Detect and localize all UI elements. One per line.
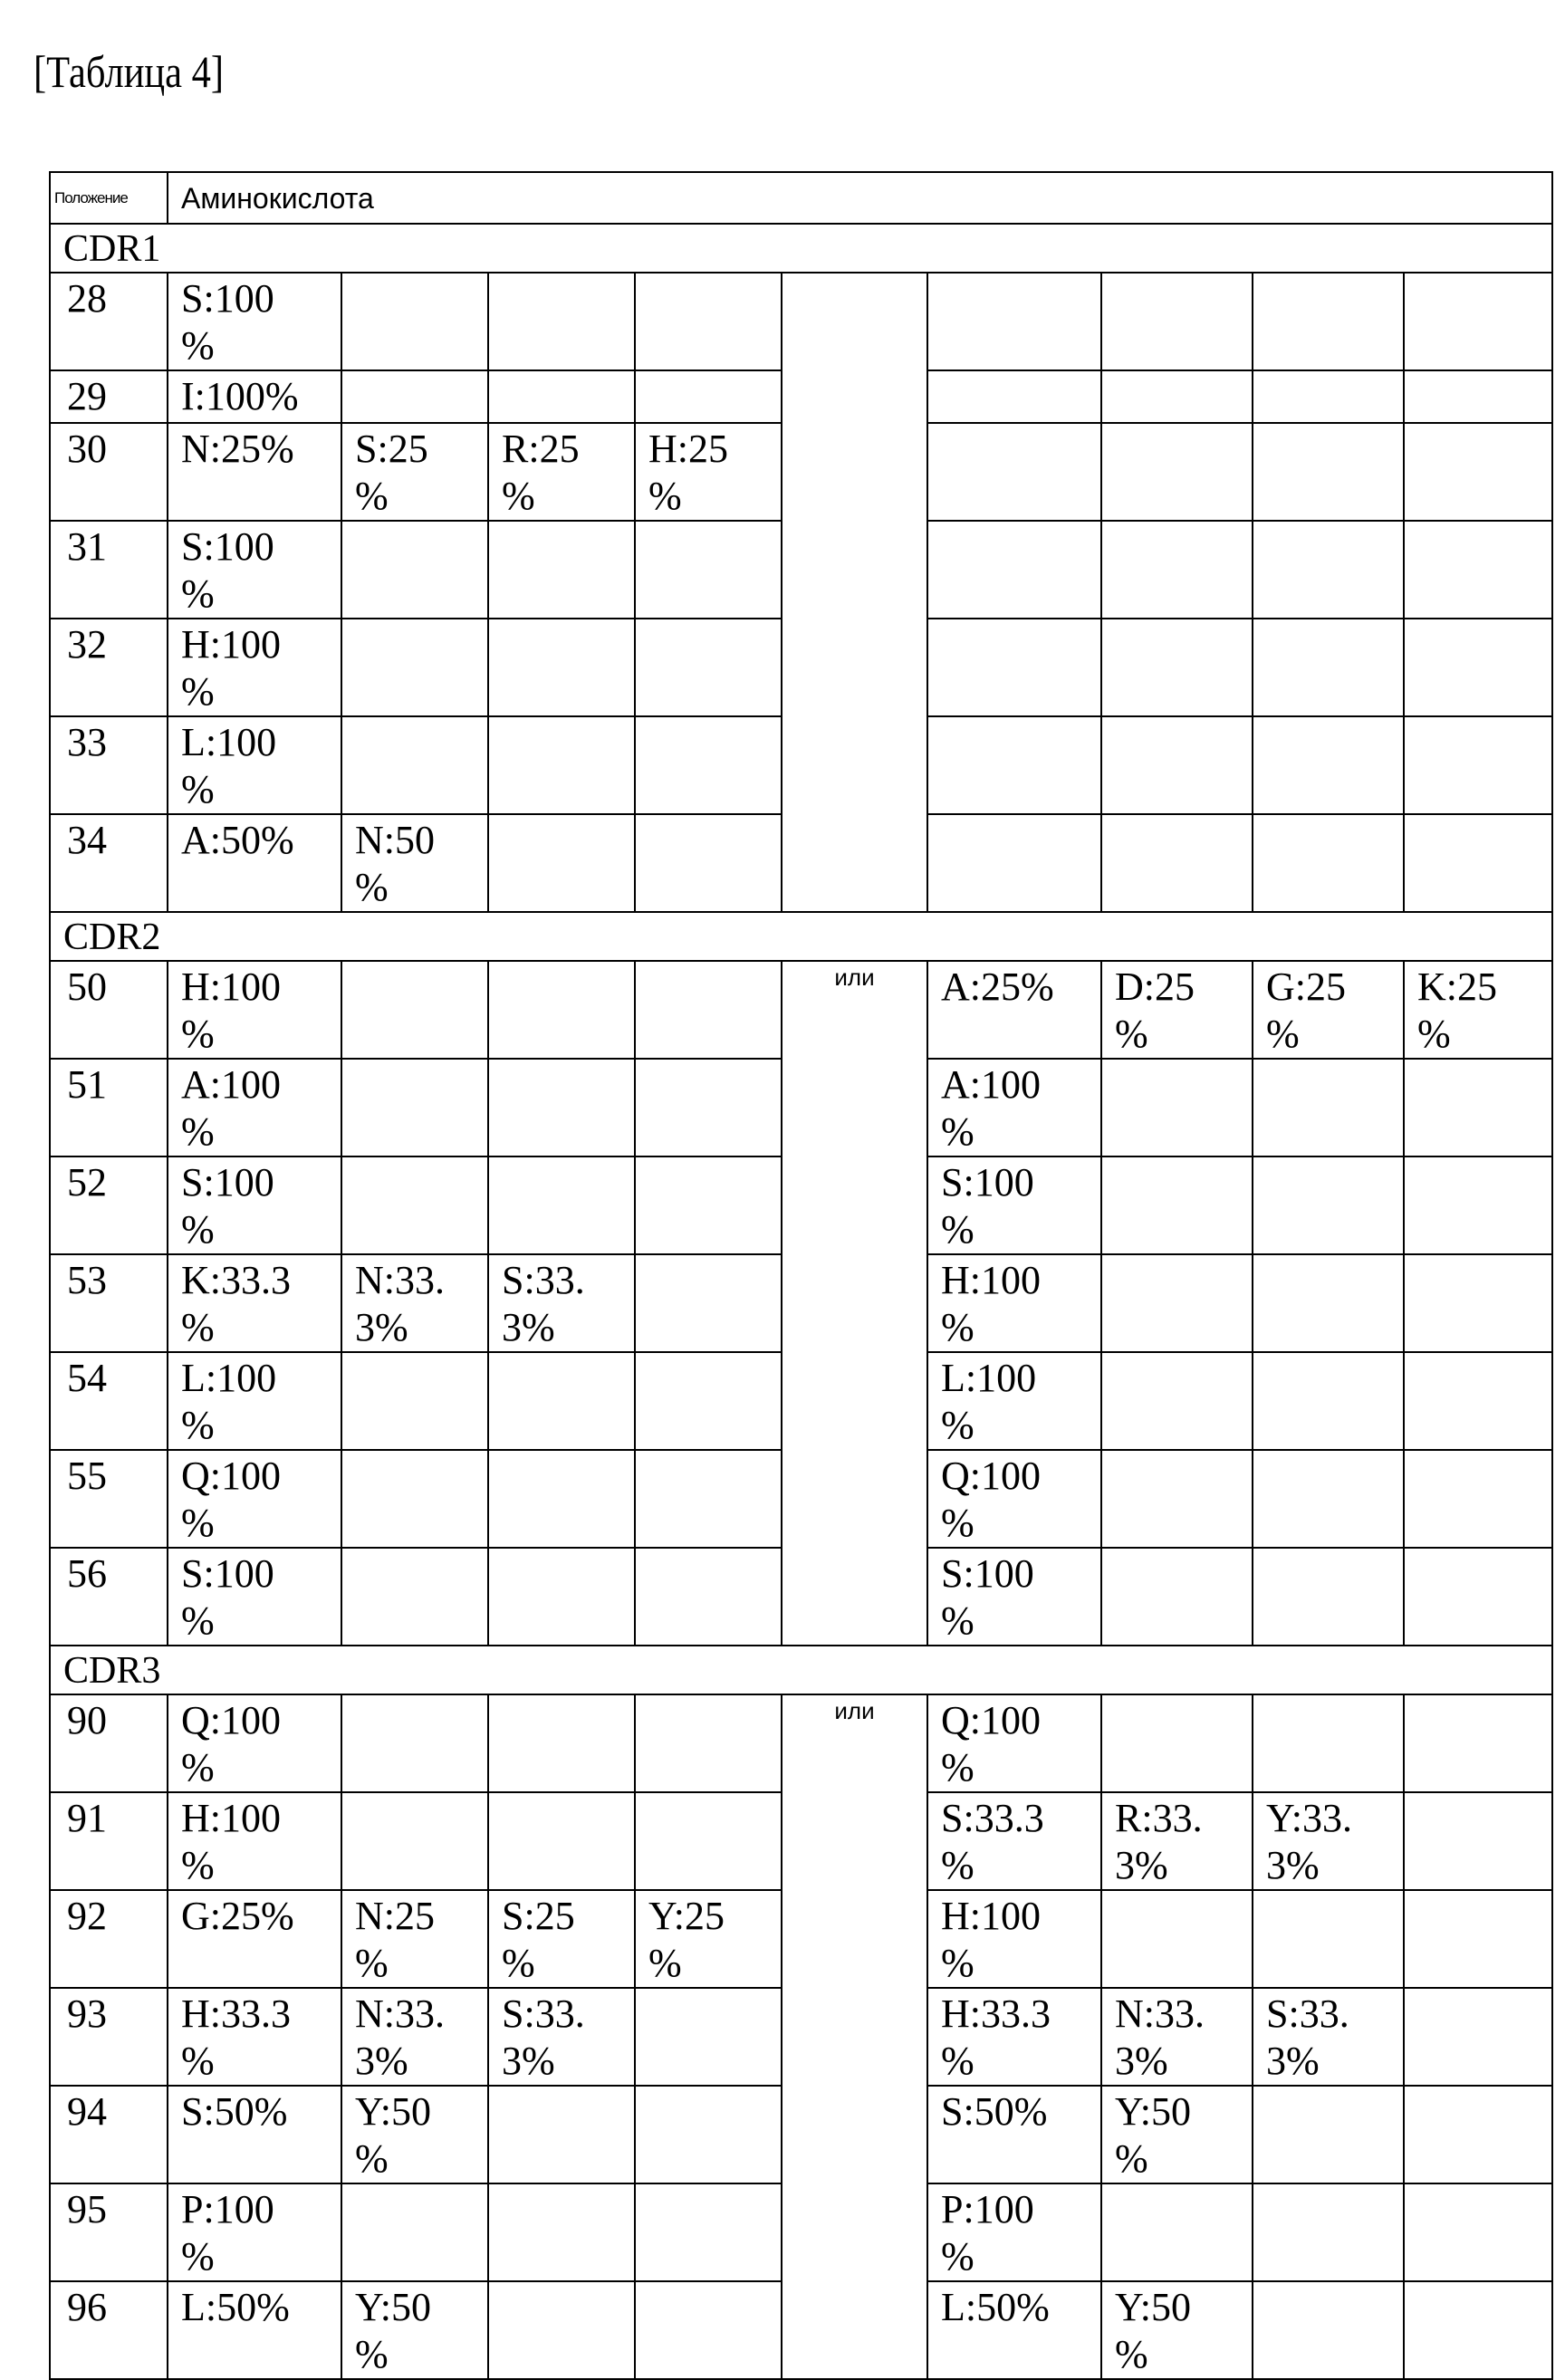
amino-acid-cell: A:50% xyxy=(168,814,341,912)
section-row xyxy=(50,1646,1552,1694)
alt-amino-acid-cell: L:50% xyxy=(927,2281,1101,2379)
alt-amino-acid-cell xyxy=(1404,2086,1552,2183)
amino-acid-cell xyxy=(341,1059,488,1156)
table-row xyxy=(50,961,1552,1059)
alt-amino-acid-cell xyxy=(1404,521,1552,619)
alt-amino-acid-cell: S:33.3 % xyxy=(927,1792,1101,1890)
alt-amino-acid-cell xyxy=(1253,1450,1404,1548)
amino-acid-cell: R:25 % xyxy=(488,423,635,521)
amino-acid-cell: P:100 % xyxy=(168,2183,341,2281)
amino-acid-cell: L:100 % xyxy=(168,1352,341,1450)
alt-amino-acid-cell xyxy=(1253,1059,1404,1156)
amino-acid-cell: N:25% xyxy=(168,423,341,521)
alt-amino-acid-cell xyxy=(1404,716,1552,814)
amino-acid-cell xyxy=(341,1156,488,1254)
alt-amino-acid-cell: A:25% xyxy=(927,961,1101,1059)
amino-acid-cell: S:100 % xyxy=(168,1156,341,1254)
alt-amino-acid-cell xyxy=(927,716,1101,814)
amino-acid-cell xyxy=(341,1792,488,1890)
amino-acid-cell xyxy=(635,1352,782,1450)
amino-acid-cell xyxy=(488,273,635,370)
position-cell: 93 xyxy=(50,1988,168,2086)
amino-acid-cell: N:33. 3% xyxy=(341,1254,488,1352)
alt-amino-acid-cell xyxy=(927,619,1101,716)
amino-acid-cell xyxy=(341,1352,488,1450)
amino-acid-cell xyxy=(635,1450,782,1548)
amino-acid-cell: H:100 % xyxy=(168,961,341,1059)
alt-amino-acid-cell xyxy=(927,521,1101,619)
alt-amino-acid-cell xyxy=(1253,1548,1404,1646)
amino-acid-cell xyxy=(488,2183,635,2281)
alt-amino-acid-cell xyxy=(1101,1156,1253,1254)
amino-acid-cell: Y:50 % xyxy=(341,2086,488,2183)
alt-amino-acid-cell xyxy=(1101,521,1253,619)
alt-amino-acid-cell: S:50% xyxy=(927,2086,1101,2183)
section-label: CDR2 xyxy=(50,912,1552,961)
amino-acid-cell xyxy=(341,619,488,716)
alt-amino-acid-cell xyxy=(1101,1694,1253,1792)
position-cell: 30 xyxy=(50,423,168,521)
table-row xyxy=(50,273,1552,370)
alt-amino-acid-cell xyxy=(1253,2086,1404,2183)
alt-amino-acid-cell: Y:50 % xyxy=(1101,2086,1253,2183)
alt-amino-acid-cell: Y:50 % xyxy=(1101,2281,1253,2379)
alt-amino-acid-cell xyxy=(927,273,1101,370)
alt-amino-acid-cell xyxy=(1101,1890,1253,1988)
amino-acid-cell xyxy=(488,1694,635,1792)
position-cell: 91 xyxy=(50,1792,168,1890)
amino-acid-cell: Q:100 % xyxy=(168,1694,341,1792)
header-row xyxy=(50,172,1552,224)
amino-acid-cell xyxy=(635,370,782,423)
position-cell: 94 xyxy=(50,2086,168,2183)
alt-amino-acid-cell xyxy=(1404,1254,1552,1352)
position-cell: 54 xyxy=(50,1352,168,1450)
position-cell: 33 xyxy=(50,716,168,814)
alt-amino-acid-cell xyxy=(1101,1352,1253,1450)
amino-acid-cell xyxy=(488,1548,635,1646)
amino-acid-cell: S:25 % xyxy=(341,423,488,521)
amino-acid-cell: S:100 % xyxy=(168,521,341,619)
alt-amino-acid-cell xyxy=(927,423,1101,521)
position-cell: 55 xyxy=(50,1450,168,1548)
alt-amino-acid-cell xyxy=(1253,273,1404,370)
amino-acid-cell: N:33. 3% xyxy=(341,1988,488,2086)
alt-amino-acid-cell xyxy=(1101,1450,1253,1548)
table-row xyxy=(50,1694,1552,1792)
amino-acid-cell: I:100% xyxy=(168,370,341,423)
amino-acid-cell xyxy=(635,2183,782,2281)
amino-acid-cell: Q:100 % xyxy=(168,1450,341,1548)
alt-amino-acid-cell xyxy=(1101,273,1253,370)
alt-amino-acid-cell xyxy=(1101,716,1253,814)
alt-amino-acid-cell xyxy=(1253,370,1404,423)
amino-acid-cell: S:33. 3% xyxy=(488,1254,635,1352)
alt-amino-acid-cell xyxy=(1404,1988,1552,2086)
amino-acid-cell xyxy=(635,2281,782,2379)
alt-amino-acid-cell xyxy=(1404,370,1552,423)
amino-acid-cell xyxy=(635,1548,782,1646)
position-header: Положение xyxy=(50,172,168,224)
amino-acid-cell: L:50% xyxy=(168,2281,341,2379)
or-connector: или xyxy=(782,1694,927,2379)
alt-amino-acid-cell xyxy=(1404,2281,1552,2379)
position-cell: 28 xyxy=(50,273,168,370)
position-cell: 56 xyxy=(50,1548,168,1646)
alt-amino-acid-cell xyxy=(1101,2183,1253,2281)
section-row xyxy=(50,224,1552,273)
amino-acid-cell xyxy=(341,521,488,619)
amino-acid-cell xyxy=(635,1156,782,1254)
alt-amino-acid-cell: N:33. 3% xyxy=(1101,1988,1253,2086)
amino-acid-cell: Y:25 % xyxy=(635,1890,782,1988)
amino-acid-table xyxy=(49,171,1553,2380)
position-cell: 52 xyxy=(50,1156,168,1254)
alt-amino-acid-cell: G:25 % xyxy=(1253,961,1404,1059)
amino-acid-cell xyxy=(341,370,488,423)
alt-amino-acid-cell xyxy=(1253,716,1404,814)
alt-amino-acid-cell: S:100 % xyxy=(927,1156,1101,1254)
position-cell: 53 xyxy=(50,1254,168,1352)
alt-amino-acid-cell xyxy=(1101,1059,1253,1156)
amino-acid-cell xyxy=(488,1352,635,1450)
section-label: CDR1 xyxy=(50,224,1552,273)
alt-amino-acid-cell xyxy=(1404,1694,1552,1792)
amino-acid-cell: S:25 % xyxy=(488,1890,635,1988)
alt-amino-acid-cell xyxy=(1253,1694,1404,1792)
section-row xyxy=(50,912,1552,961)
alt-amino-acid-cell: L:100 % xyxy=(927,1352,1101,1450)
alt-amino-acid-cell xyxy=(1404,1548,1552,1646)
position-cell: 51 xyxy=(50,1059,168,1156)
alt-amino-acid-cell: H:100 % xyxy=(927,1254,1101,1352)
alt-amino-acid-cell xyxy=(1101,1548,1253,1646)
alt-amino-acid-cell xyxy=(1404,619,1552,716)
position-cell: 95 xyxy=(50,2183,168,2281)
alt-amino-acid-cell: K:25 % xyxy=(1404,961,1552,1059)
amino-acid-cell xyxy=(488,961,635,1059)
amino-acid-cell xyxy=(341,2183,488,2281)
amino-acid-cell xyxy=(635,961,782,1059)
amino-acid-cell: G:25% xyxy=(168,1890,341,1988)
alt-amino-acid-cell xyxy=(1404,423,1552,521)
amino-acid-cell: H:100 % xyxy=(168,1792,341,1890)
amino-acid-cell xyxy=(341,273,488,370)
amino-acid-cell: L:100 % xyxy=(168,716,341,814)
amino-acid-cell xyxy=(341,716,488,814)
amino-acid-cell xyxy=(635,1988,782,2086)
alt-amino-acid-cell xyxy=(1253,521,1404,619)
amino-acid-cell: H:33.3 % xyxy=(168,1988,341,2086)
alt-amino-acid-cell xyxy=(1253,619,1404,716)
amino-acid-cell xyxy=(635,1254,782,1352)
amino-acid-cell xyxy=(488,814,635,912)
alt-amino-acid-cell xyxy=(1404,2183,1552,2281)
alt-amino-acid-cell xyxy=(1404,1792,1552,1890)
alt-amino-acid-cell: A:100 % xyxy=(927,1059,1101,1156)
alt-amino-acid-cell xyxy=(1101,423,1253,521)
alt-amino-acid-cell xyxy=(1253,1352,1404,1450)
alt-amino-acid-cell xyxy=(1253,423,1404,521)
alt-amino-acid-cell: P:100 % xyxy=(927,2183,1101,2281)
alt-amino-acid-cell xyxy=(1253,1156,1404,1254)
position-cell: 31 xyxy=(50,521,168,619)
alt-amino-acid-cell: R:33. 3% xyxy=(1101,1792,1253,1890)
amino-acid-cell xyxy=(488,1792,635,1890)
alt-amino-acid-cell: H:100 % xyxy=(927,1890,1101,1988)
amino-acid-cell: S:33. 3% xyxy=(488,1988,635,2086)
amino-acid-cell xyxy=(635,1059,782,1156)
amino-acid-cell xyxy=(635,273,782,370)
alt-amino-acid-cell xyxy=(1101,814,1253,912)
alt-amino-acid-cell: Q:100 % xyxy=(927,1450,1101,1548)
amino-acid-cell xyxy=(488,521,635,619)
position-cell: 90 xyxy=(50,1694,168,1792)
amino-acid-cell: H:100 % xyxy=(168,619,341,716)
amino-acid-cell xyxy=(635,716,782,814)
position-cell: 50 xyxy=(50,961,168,1059)
alt-amino-acid-cell: Q:100 % xyxy=(927,1694,1101,1792)
amino-acid-cell xyxy=(488,716,635,814)
amino-acid-cell xyxy=(635,521,782,619)
amino-acid-cell xyxy=(488,1059,635,1156)
amino-acid-cell xyxy=(488,2281,635,2379)
or-connector xyxy=(782,273,927,912)
alt-amino-acid-cell xyxy=(1101,619,1253,716)
amino-acid-cell xyxy=(488,619,635,716)
alt-amino-acid-cell xyxy=(1404,814,1552,912)
alt-amino-acid-cell xyxy=(1253,2281,1404,2379)
amino-acid-cell: Y:50 % xyxy=(341,2281,488,2379)
alt-amino-acid-cell xyxy=(927,370,1101,423)
amino-acid-cell xyxy=(488,370,635,423)
alt-amino-acid-cell xyxy=(1101,370,1253,423)
amino-acid-cell: S:50% xyxy=(168,2086,341,2183)
amino-acid-cell: H:25 % xyxy=(635,423,782,521)
position-cell: 92 xyxy=(50,1890,168,1988)
amino-acid-cell: N:50 % xyxy=(341,814,488,912)
amino-acid-cell: N:25 % xyxy=(341,1890,488,1988)
alt-amino-acid-cell xyxy=(1404,1450,1552,1548)
alt-amino-acid-cell: H:33.3 % xyxy=(927,1988,1101,2086)
amino-acid-cell xyxy=(341,1548,488,1646)
alt-amino-acid-cell: S:100 % xyxy=(927,1548,1101,1646)
alt-amino-acid-cell xyxy=(1404,273,1552,370)
alt-amino-acid-cell xyxy=(1253,2183,1404,2281)
amino-acid-cell xyxy=(488,2086,635,2183)
amino-acid-cell xyxy=(635,1694,782,1792)
alt-amino-acid-cell xyxy=(1404,1890,1552,1988)
position-cell: 29 xyxy=(50,370,168,423)
alt-amino-acid-cell xyxy=(1404,1156,1552,1254)
amino-acid-cell: S:100 % xyxy=(168,1548,341,1646)
amino-acid-cell xyxy=(341,961,488,1059)
alt-amino-acid-cell xyxy=(1253,1890,1404,1988)
amino-acid-cell xyxy=(635,1792,782,1890)
amino-acid-cell: K:33.3 % xyxy=(168,1254,341,1352)
position-cell: 34 xyxy=(50,814,168,912)
alt-amino-acid-cell xyxy=(927,814,1101,912)
alt-amino-acid-cell xyxy=(1404,1352,1552,1450)
section-label: CDR3 xyxy=(50,1646,1552,1694)
amino-acid-cell xyxy=(341,1694,488,1792)
amino-acid-cell: S:100 % xyxy=(168,273,341,370)
amino-acid-cell xyxy=(488,1156,635,1254)
alt-amino-acid-cell xyxy=(1404,1059,1552,1156)
alt-amino-acid-cell: D:25 % xyxy=(1101,961,1253,1059)
alt-amino-acid-cell: Y:33. 3% xyxy=(1253,1792,1404,1890)
alt-amino-acid-cell xyxy=(1253,814,1404,912)
or-connector: или xyxy=(782,961,927,1646)
amino-acid-cell xyxy=(635,2086,782,2183)
amino-acid-cell xyxy=(341,1450,488,1548)
amino-acid-cell: A:100 % xyxy=(168,1059,341,1156)
amino-acid-cell xyxy=(635,619,782,716)
position-cell: 96 xyxy=(50,2281,168,2379)
alt-amino-acid-cell: S:33. 3% xyxy=(1253,1988,1404,2086)
amino-acid-header: Аминокислота xyxy=(168,172,1552,224)
alt-amino-acid-cell xyxy=(1253,1254,1404,1352)
table-title: [Таблица 4] xyxy=(34,45,224,98)
amino-acid-cell xyxy=(635,814,782,912)
alt-amino-acid-cell xyxy=(1101,1254,1253,1352)
position-cell: 32 xyxy=(50,619,168,716)
amino-acid-cell xyxy=(488,1450,635,1548)
